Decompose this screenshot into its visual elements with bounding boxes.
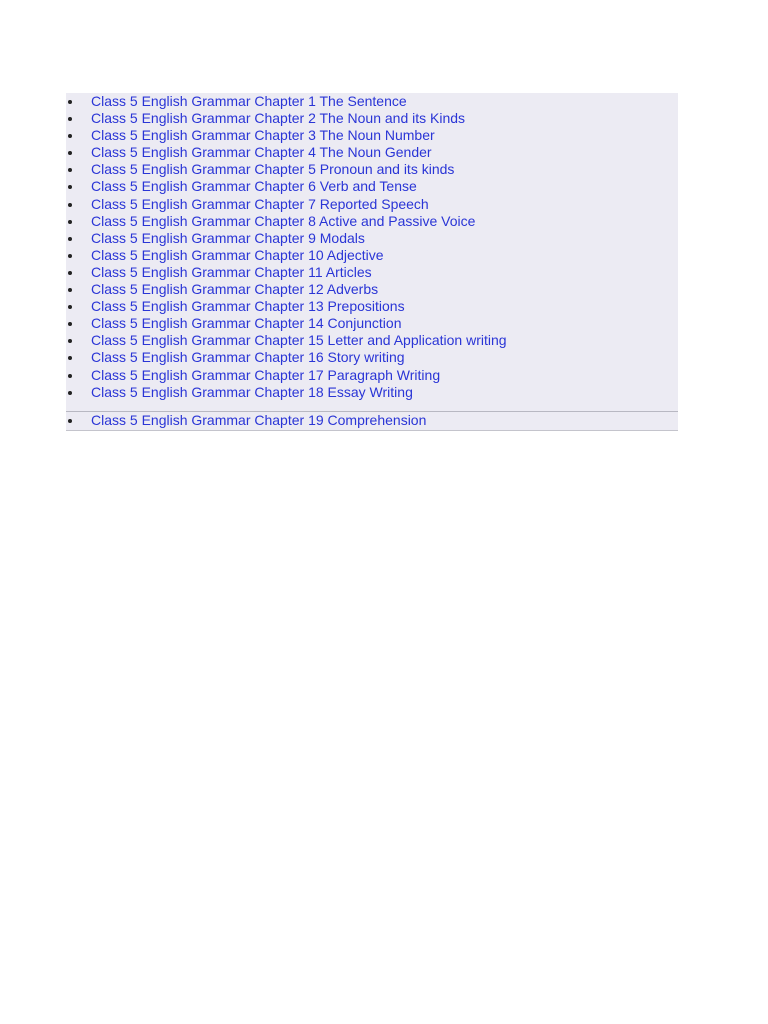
chapter-link[interactable]: Class 5 English Grammar Chapter 2 The Noun and its Kinds [91,110,466,127]
chapter-link[interactable]: Class 5 English Grammar Chapter 1 The Sentence [91,93,407,109]
chapter-link[interactable]: Class 5 English Grammar Chapter 5 Pronoun and its kinds [91,161,455,178]
chapter-link[interactable]: Class 5 English Grammar Chapter 9 Modals [91,229,365,246]
chapter-link[interactable]: Class 5 English Grammar Chapter 7 Reported Speech [91,195,429,212]
bullet-icon [68,419,72,423]
bullet-icon [68,271,72,275]
bullet-icon [68,168,72,172]
bullet-icon [68,134,72,138]
chapter-link[interactable]: Class 5 English Grammar Chapter 6 Verb and Tense [91,178,417,195]
chapter-link[interactable]: Class 5 English Grammar Chapter 11 Articles [91,263,372,280]
bullet-icon [68,356,72,360]
bullet-icon [68,117,72,121]
chapter-link[interactable]: Class 5 English Grammar Chapter 15 Letter and Application writing [91,332,507,349]
chapter-link[interactable]: Class 5 English Grammar Chapter 10 Adjective [91,246,384,263]
chapter-link[interactable]: Class 5 English Grammar Chapter 14 Conjunction [91,315,402,332]
bullet-icon [68,339,72,343]
bullet-icon [68,151,72,155]
bullet-icon [68,237,72,241]
bullet-icon [68,220,72,224]
bullet-icon [68,305,72,309]
chapter-link[interactable]: Class 5 English Grammar Chapter 18 Essay Writing [91,383,413,400]
chapter-link[interactable]: Class 5 English Grammar Chapter 8 Active and Passive Voice [91,212,476,229]
bullet-icon [68,322,72,326]
chapter-link[interactable]: Class 5 English Grammar Chapter 13 Prepositions [91,298,405,315]
chapter-link[interactable]: Class 5 English Grammar Chapter 3 The Noun Number [91,127,435,144]
chapter-link[interactable]: Class 5 English Grammar Chapter 16 Story writing [91,349,405,366]
bullet-icon [68,391,72,395]
bullet-icon [68,374,72,378]
bullet-icon [68,288,72,292]
bullet-icon [68,100,72,104]
chapter-link[interactable]: Class 5 English Grammar Chapter 12 Adverbs [91,281,379,298]
chapter-link[interactable]: Class 5 English Grammar Chapter 17 Paragraph Writing [91,366,441,383]
bullet-icon [68,203,72,207]
chapter-link[interactable]: Class 5 English Grammar Chapter 19 Comprehension [91,412,427,428]
bullet-icon [68,254,72,258]
bullet-icon [68,185,72,189]
chapter-list-panel [66,93,678,431]
bottom-divider [66,430,678,431]
chapter-link[interactable]: Class 5 English Grammar Chapter 4 The Noun Gender [91,144,432,161]
